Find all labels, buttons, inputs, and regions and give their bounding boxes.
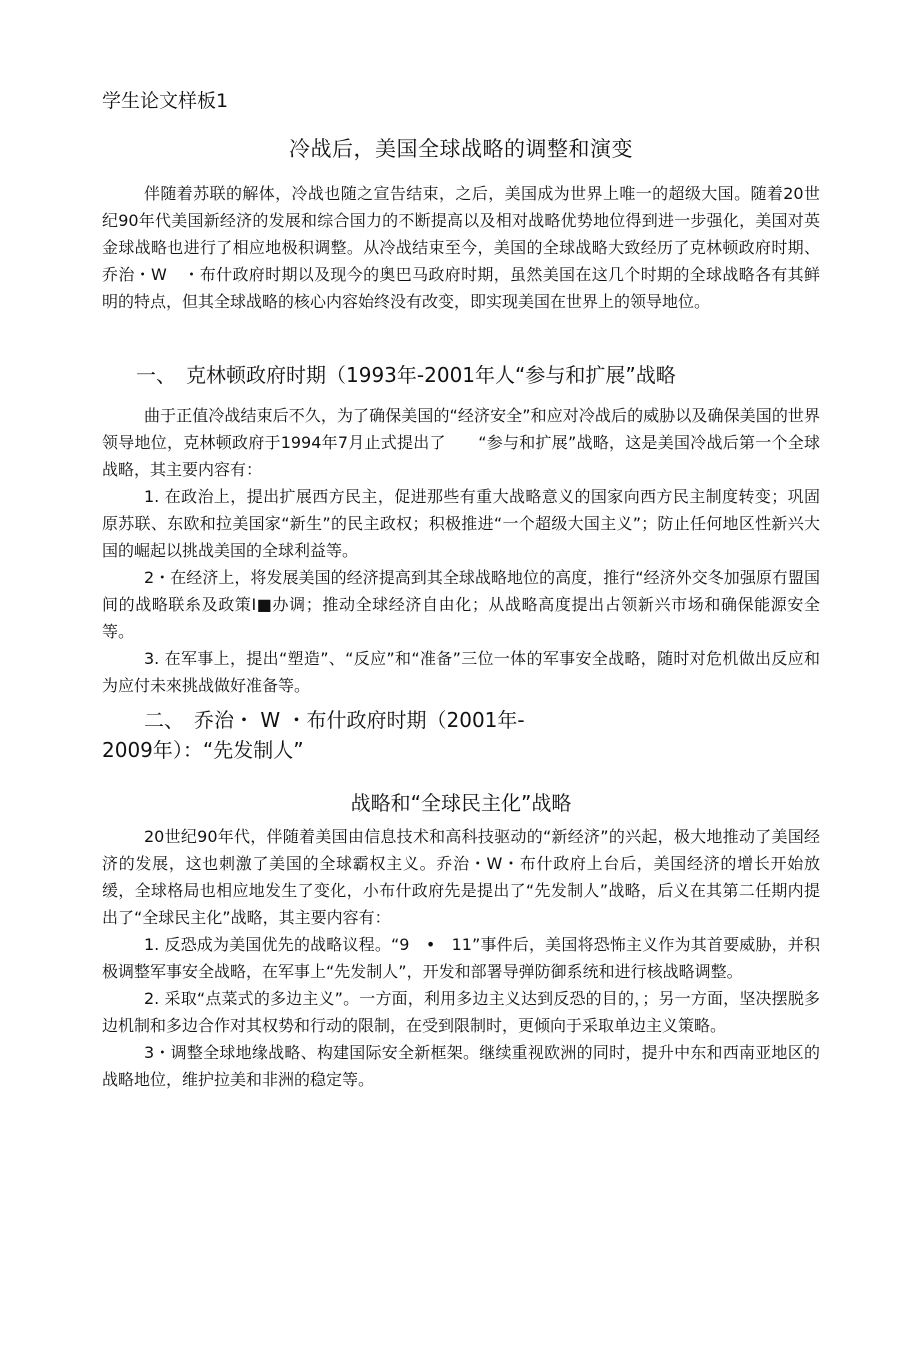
section1-intro: 曲于正值冷战结束后不久，为了确保美国的“经济安全”和应对冷战后的威胁以及确保美国的世界领导地位，克林顿政府于1994年7月止式提出了 “参与和扩展”战略，这是美国冷战后第一个全球战略，其主要内容有： [102, 406, 820, 479]
section1-item-1: 1. 在政治上，提出扩展西方民主，促进那些有重大战略意义的国家向西方民主制度转变；巩固原苏联、东欧和拉美国家“新生”的民主政权；积极推进“一个超级大国主义”；防止任何地区性新兴大国的崛起以挑战美国的全球利益等。 [102, 487, 820, 560]
section2-heading [102, 705, 820, 765]
section2-intro: 20世纪90年代，伴随着美国由信息技术和高科技驱动的“新经济”的兴起，极大地推动了美国经济的发展，这也刺激了美国的全球霸权主义。乔治・W・布什政府上台后，美国经济的增长开始放缓，全球格局也相应地发生了变化，小布什政府先是提出了“先发制人”战略，后义在其第二任期内提出了“全球民主化”战略，其主要内容有： [102, 827, 820, 927]
section2-item-1: 1. 反恐成为美国优先的战略议程。“9 • 11”事件后，美国将恐怖主义作为其首要威胁，并积极调整军事安全战略，在军事上“先发制人”，开发和部署导弹防御系统和进行核战略调整。 [102, 935, 820, 981]
section2-item-2: 2. 采取“点菜式的多边主义”。一方面，利用多边主义达到反恐的目的，；另一方面，坚决摆脱多边机制和多边合作对其权势和行动的限制，在受到限制时，更倾向于采取单边主义策略。 [102, 989, 820, 1035]
intro-paragraph: 伴随着苏联的解体，冷战也随之宣告结束，之后，美国成为世界上唯一的超级大国。随着20世纪90年代美国新经济的发展和综合国力的不断提高以及相对战略优势地位得到进一步强化，美国对英金球战略也进行了相应地极积调整。从冷战结束至今，美国的全球战略大致经历了克林顿政府时期、乔治・W ・布什政府时期以及现今的奥巴马政府时期，虽然美国在这几个时期的全球战略各有其鲜明的特点，但其全球战略的核心内容始终没有改变，即实现美国在世界上的领导地位。 [102, 184, 820, 311]
section2-heading-line1: 二、 乔治・ W ・布什政府时期（2001年- [144, 708, 525, 732]
document-page [102, 88, 820, 1093]
document-label: 学生论文样板1 [102, 90, 229, 112]
section2-item-3: 3・调整全球地缘战略、构建国际安全新框架。继续重视欧洲的同时，提升中东和西南亚地区的战略地位，维护拉美和非洲的稳定等。 [102, 1043, 820, 1089]
section1-item-3: 3. 在军事上，提出“塑造”、“反应”和“准备”三位一体的军事安全战略，随时对危机做出反应和为应付未來挑战做好准备等。 [102, 649, 820, 695]
section1-heading: 一、 克林顿政府时期（1993年-2001年人“参与和扩展”战略 [136, 363, 676, 387]
document-title: 冷战后，美国全球战略的调整和演变 [289, 137, 633, 161]
section2-heading-line2: 2009年）：“先发制人” [102, 738, 304, 762]
section1-item-2: 2・在经济上，将发展美国的经济提高到其全球战略地位的高度，推行“经济外交冬加强原冇盟国间的战略联糸及政策I■办调；推动全球经济自由化；从战略高度提出占领新兴市场和确保能源安全等。 [102, 568, 820, 641]
section2-heading-continued: 战略和“全球民主化”战略 [350, 791, 572, 815]
